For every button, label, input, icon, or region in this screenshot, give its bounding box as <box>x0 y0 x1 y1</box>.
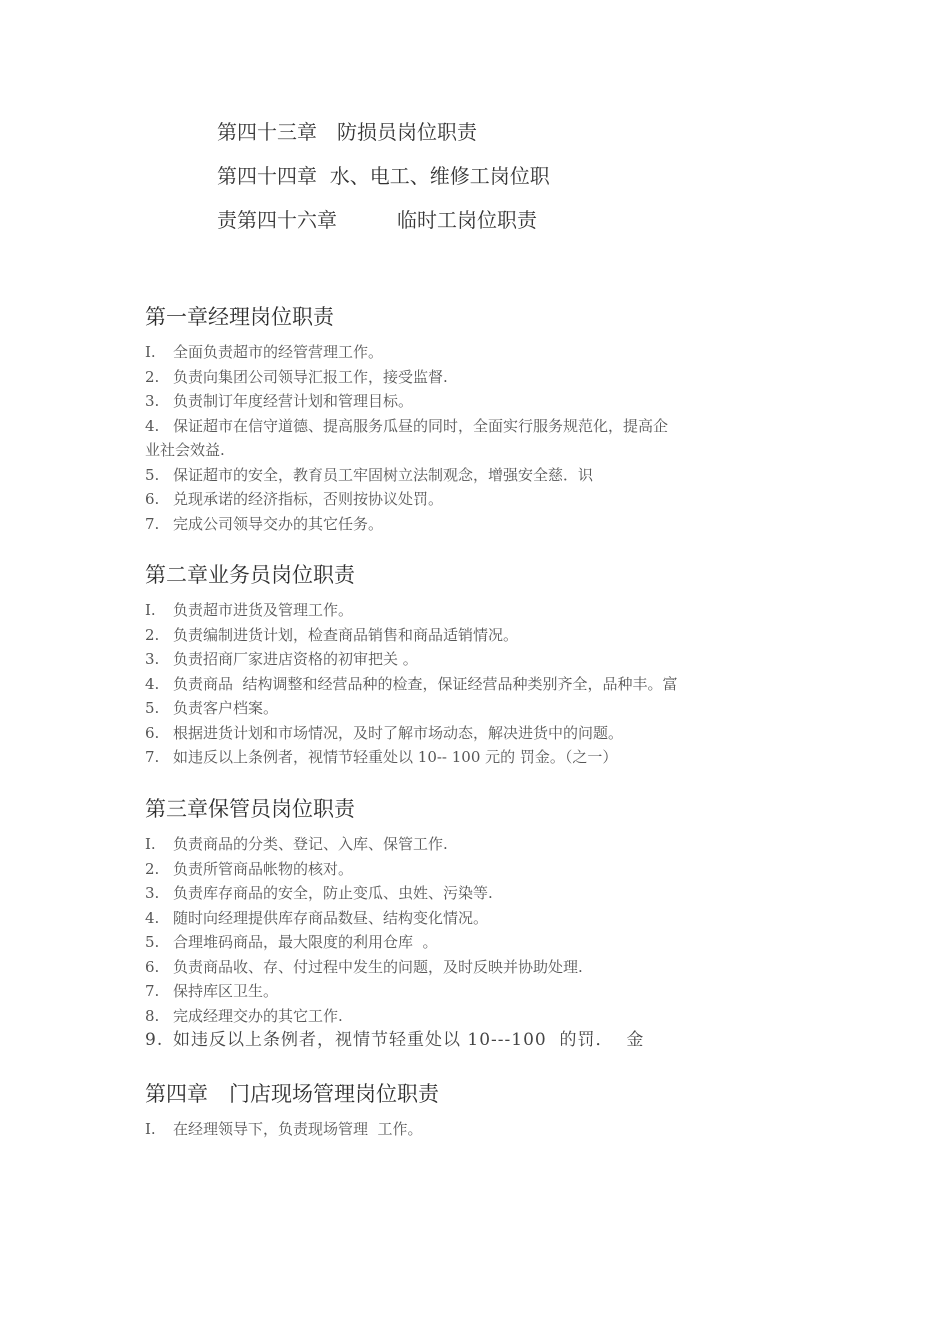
chapter-title: 第四章 门店现场管理岗位职责 <box>145 1082 439 1106</box>
chapter-title: 第一章经理岗位职责 <box>145 305 334 329</box>
list-item: 6. 负责商品收、存、付过程中发生的问题，及时反映并协助处理. <box>145 957 583 976</box>
toc-line: 第四十四章 水、电工、维修工岗位职 <box>217 164 550 188</box>
list-item: I. 全面负责超市的经管营理工作。 <box>145 343 384 361</box>
toc-line: 责第四十六章 临时工岗位职责 <box>217 208 537 232</box>
list-item: 4. 保证超市在信守道德、提高服务瓜昼的同时，全面实行服务规范化，提高企 <box>145 416 669 435</box>
chapter-2-section <box>145 562 825 770</box>
toc-line: 第四十三章 防损员岗位职责 <box>217 120 477 144</box>
list-item: 5. 负责客户档案。 <box>145 699 279 717</box>
list-item: 5. 保证超市的安全，教育员工牢固树立法制观念，增强安全慈．识 <box>145 465 594 484</box>
list-item: 3. 负责制订年度经营计划和管理目标。 <box>145 392 414 410</box>
list-item: 6. 兑现承诺的经济指标，否则按协议处罚。 <box>145 490 444 508</box>
chapter-4-section <box>145 1081 825 1142</box>
list-item: 2. 负责向集团公司领导汇报工作，接受监督. <box>145 367 448 386</box>
chapter-title: 第二章业务员岗位职责 <box>145 563 355 587</box>
list-item: I. 在经理领导下，负责现场管理 工作。 <box>145 1120 423 1138</box>
list-item-continuation: 业社会效益. <box>145 441 225 459</box>
list-item: 8. 完成经理交办的其它工作. <box>145 1006 343 1025</box>
chapter-3-section <box>145 796 825 1053</box>
list-item: 2. 负责编制进货计划，检查商品销售和商品适销情况。 <box>145 625 519 644</box>
list-item: 6. 根据进货计划和市场情况，及时了解市场动态，解决进货中的问题。 <box>145 723 624 742</box>
list-item: 7. 如违反以上条例者，视情节轻重处以 10-- 100 元的 罚金。（之一） <box>145 748 618 766</box>
list-item: 4. 随时向经理提供库存商品数昼、结构变化情况。 <box>145 908 489 927</box>
list-item: 9. 如违反以上条例者，视情节轻重处以 10---100 的罚． 金 <box>145 1030 645 1050</box>
list-item: 5. 合理堆码商品，最大限度的利用仓库 。 <box>145 933 438 951</box>
list-item: I. 负责商品的分类、登记、入库、保管工作. <box>145 835 448 853</box>
chapter-title: 第三章保管员岗位职责 <box>145 797 355 821</box>
table-of-contents <box>217 122 550 254</box>
list-item: 3. 负责库存商品的安全，防止变瓜、虫姓、污染等. <box>145 884 493 902</box>
chapter-1-section <box>145 304 825 536</box>
list-item: I. 负责超市进货及管理工作。 <box>145 601 354 619</box>
list-item: 4. 负责商品 结构调整和经营品种的检查，保证经营品种类别齐全，品种丰。富 <box>145 674 678 693</box>
list-item: 3. 负责招商厂家进店资格的初审把关 。 <box>145 650 418 668</box>
list-item: 7. 完成公司领导交办的其它任务。 <box>145 514 384 533</box>
list-item: 7. 保持库区卫生。 <box>145 982 279 1000</box>
list-item: 2. 负责所管商品帐物的核对。 <box>145 859 354 878</box>
